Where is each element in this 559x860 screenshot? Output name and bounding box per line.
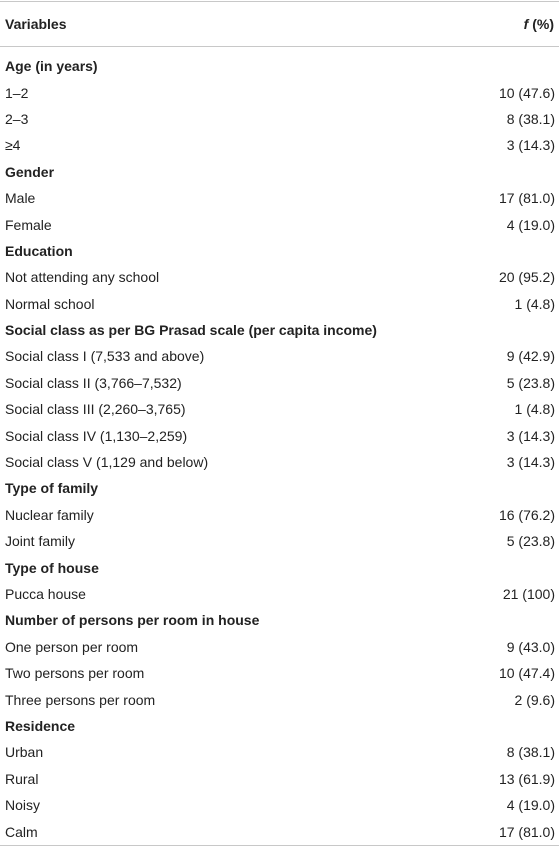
row-label: Male <box>5 190 36 207</box>
row-label: Nuclear family <box>5 506 94 523</box>
table-row <box>0 686 559 712</box>
section-title: Age (in years) <box>5 58 98 75</box>
section-title: Type of family <box>5 480 99 497</box>
row-label: Normal school <box>5 295 95 312</box>
row-label: Three persons per room <box>5 691 156 708</box>
frequency-column-header <box>524 16 555 32</box>
row-value: 17 (81.0) <box>498 823 555 840</box>
table-row <box>0 634 559 660</box>
row-value: 16 (76.2) <box>498 506 555 523</box>
table-row <box>0 422 559 448</box>
table-row <box>0 132 559 158</box>
section-heading <box>0 475 559 501</box>
row-label: Female <box>5 216 52 233</box>
section-title: Education <box>5 242 73 259</box>
row-value: 1 (4.8) <box>514 295 555 312</box>
section-heading <box>0 159 559 185</box>
row-label: Social class IV (1,130–2,259) <box>5 427 188 444</box>
table-row <box>0 739 559 765</box>
row-value: 4 (19.0) <box>506 797 555 814</box>
row-label: Not attending any school <box>5 269 160 286</box>
section-heading <box>0 554 559 580</box>
row-label: Noisy <box>5 797 41 814</box>
table-row <box>0 185 559 211</box>
row-value: 13 (61.9) <box>498 770 555 787</box>
row-value: 3 (14.3) <box>506 454 555 471</box>
table-row <box>0 211 559 237</box>
table-row <box>0 343 559 369</box>
row-value: 17 (81.0) <box>498 190 555 207</box>
row-value: 2 (9.6) <box>514 691 555 708</box>
row-value: 5 (23.8) <box>506 374 555 391</box>
section-heading <box>0 53 559 79</box>
row-label: Social class I (7,533 and above) <box>5 348 205 365</box>
table-row <box>0 581 559 607</box>
table-row <box>0 502 559 528</box>
table-row <box>0 449 559 475</box>
row-label: 2–3 <box>5 110 29 127</box>
data-table <box>0 1 559 846</box>
section-heading <box>0 317 559 343</box>
table-row <box>0 106 559 132</box>
row-label: ≥4 <box>5 137 21 154</box>
section-title: Gender <box>5 163 55 180</box>
row-value: 20 (95.2) <box>498 269 555 286</box>
table-row <box>0 660 559 686</box>
row-value: 8 (38.1) <box>506 744 555 761</box>
section-title: Residence <box>5 717 76 734</box>
section-heading <box>0 713 559 739</box>
table-row <box>0 396 559 422</box>
table-row <box>0 79 559 105</box>
row-value: 10 (47.6) <box>498 84 555 101</box>
table-header <box>0 2 559 47</box>
row-label: Two persons per room <box>5 665 145 682</box>
row-label: Urban <box>5 744 44 761</box>
row-label: Pucca house <box>5 586 86 602</box>
frequency-symbol: f <box>523 16 529 32</box>
frequency-suffix: (%) <box>528 16 554 32</box>
row-value: 4 (19.0) <box>506 216 555 233</box>
section-title: Type of house <box>5 559 99 576</box>
row-label: Calm <box>5 823 38 840</box>
row-value: 8 (38.1) <box>506 110 555 127</box>
section-heading <box>0 238 559 264</box>
table-row <box>0 370 559 396</box>
row-label: Social class III (2,260–3,765) <box>5 401 186 418</box>
table-row <box>0 528 559 554</box>
table-body <box>0 47 559 845</box>
row-label: Joint family <box>5 533 76 550</box>
table-row <box>0 291 559 317</box>
row-label: One person per room <box>5 638 139 655</box>
row-value: 21 (100) <box>502 586 555 602</box>
row-label: Rural <box>5 770 39 787</box>
table-row <box>0 766 559 792</box>
section-heading <box>0 607 559 633</box>
section-title: Social class as per BG Prasad scale (per capita income) <box>5 322 377 339</box>
row-value: 9 (43.0) <box>506 638 555 655</box>
section-title: Number of persons per room in house <box>5 612 260 629</box>
row-label: Social class V (1,129 and below) <box>5 454 209 471</box>
row-label: Social class II (3,766–7,532) <box>5 374 182 391</box>
row-value: 1 (4.8) <box>514 401 555 418</box>
row-value: 10 (47.4) <box>498 665 555 682</box>
row-label: 1–2 <box>5 84 29 101</box>
table-row <box>0 264 559 290</box>
table-row <box>0 818 559 844</box>
row-value: 3 (14.3) <box>506 427 555 444</box>
row-value: 5 (23.8) <box>506 533 555 550</box>
row-value: 9 (42.9) <box>506 348 555 365</box>
row-value: 3 (14.3) <box>506 137 555 154</box>
variables-column-header: Variables <box>5 16 67 32</box>
table-row <box>0 792 559 818</box>
